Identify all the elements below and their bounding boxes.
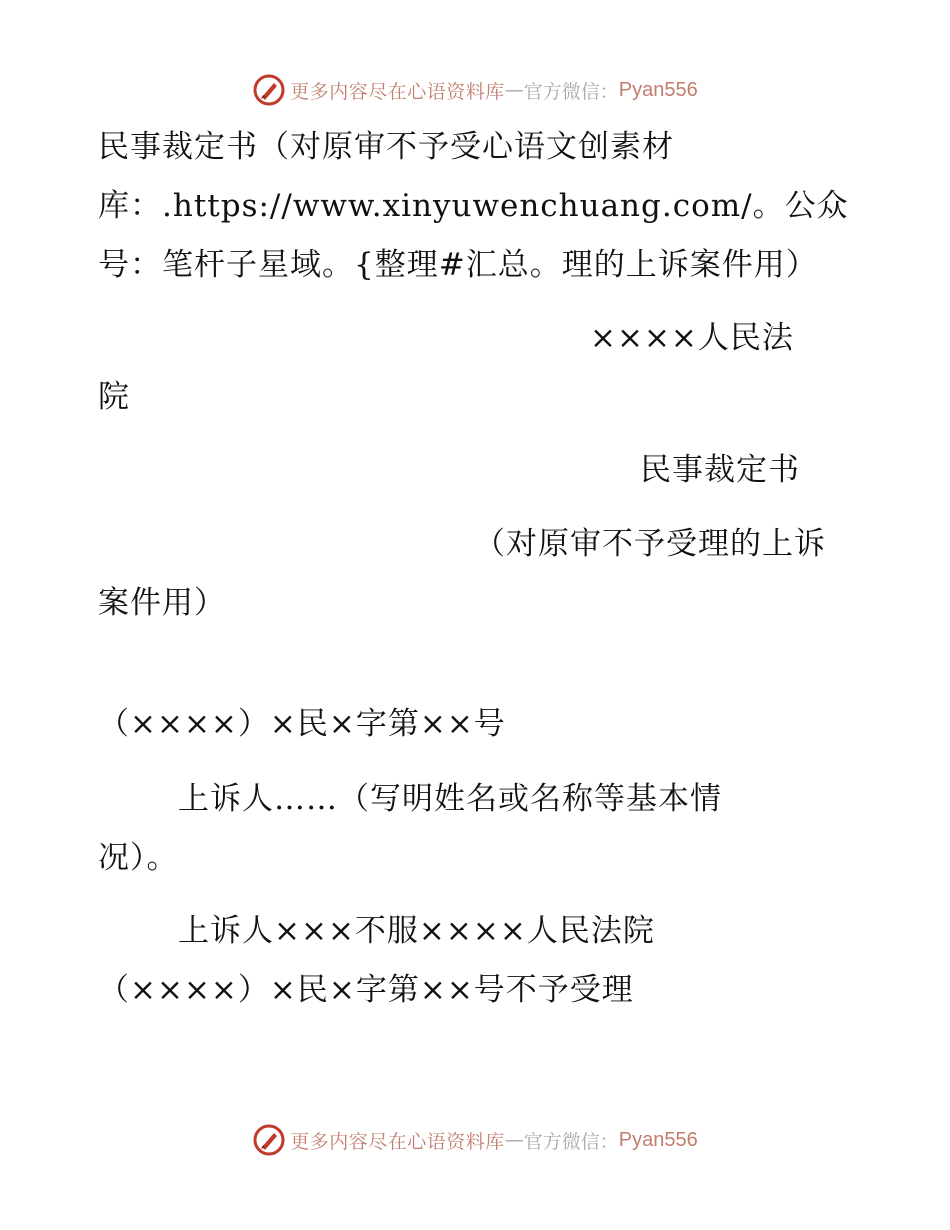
watermark-text: 更多内容尽在心语资料库 [290, 1130, 505, 1153]
watermark-separator: — [504, 1129, 524, 1151]
intro-line-1: 民事裁定书（对原审不予受心语文创素材 [98, 129, 674, 165]
court-name-line-1: ××××人民法 [590, 320, 794, 356]
body-line-1: 上诉人×××不服××××人民法院 [178, 913, 655, 949]
appellant-line-1: 上诉人……（写明姓名或名称等基本情 [178, 781, 722, 817]
document-subtitle-line-2: 案件用） [98, 585, 226, 621]
document-title: 民事裁定书 [640, 452, 800, 488]
pen-logo-icon [252, 73, 286, 107]
watermark-separator: — [504, 79, 524, 101]
document-subtitle-line-1: （对原审不予受理的上诉 [474, 526, 826, 562]
appellant-line-2: 况）。 [98, 840, 179, 876]
court-name-line-2: 院 [98, 379, 130, 415]
body-line-2: （××××）×民×字第××号不予受理 [98, 972, 634, 1008]
watermark-text: 更多内容尽在心语资料库 [290, 80, 505, 103]
header-watermark [0, 70, 950, 110]
watermark-wechat-id: Pyan556 [618, 1128, 698, 1151]
footer-watermark [0, 1120, 950, 1160]
pen-logo-icon [252, 1123, 286, 1157]
watermark-wechat-label: 官方微信： [523, 80, 619, 103]
watermark-wechat-label: 官方微信： [523, 1130, 619, 1153]
watermark-wechat-id: Pyan556 [618, 78, 698, 101]
intro-line-3: 号：笔杆子星域。{整理#汇总。理的上诉案件用） [98, 247, 818, 283]
case-number: （××××）×民×字第××号 [98, 706, 506, 742]
intro-line-2: 库：.https://www.xinyuwenchuang.com/。公众 [98, 188, 849, 224]
